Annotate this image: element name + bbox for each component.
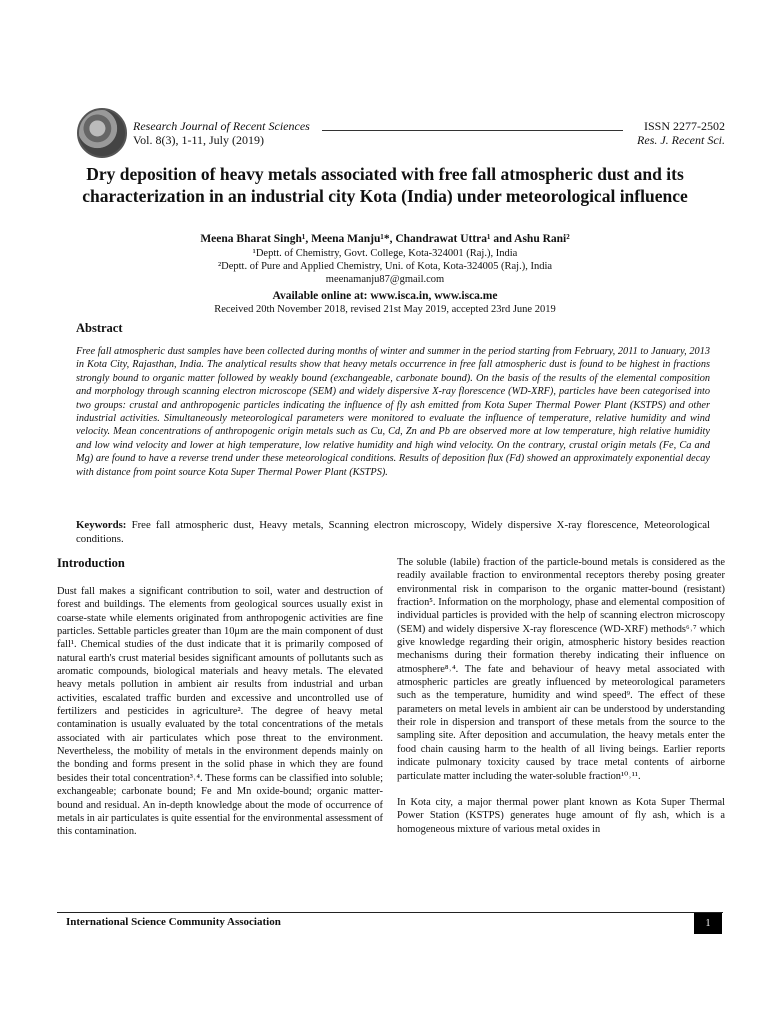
abstract-text: Free fall atmospheric dust samples have been collected during months of winter and summer in the period starting from February, 2011 to January, 2013 in Kota City, Rajasthan, India. The analytical results show that heavy metals occurrence in free fall atmospheric dust is found to be highest in fractions strongly bound to organic matter followed by weakly bound (exchangeable, carbonate bound). On the basis of the results of the elemental composition and morphology through scanning electron microscope (SEM) and widely dispersive X-ray florescence (WD-XRF), particles have been categorised into two groups: crustal and anthropogenic particles indicating the influence of fly ash emitted from Kota Super Thermal Power Plant (KSTPS) and other industrial activities. Simultaneously meteorological parameters were monitored to evaluate the influence of temperature, relative humidity and wind velocity. Mean concentrations of anthropogenic origin metals such as Cu, Cd, Zn and Pb are observed more at low temperature, high relative humidity and low wind velocity and lower at high temperature, low relative humidity and high wind velocity. On the contrary, crustal origin metals (Fe, Ca and Mg) are found to have a reverse trend under these meteorological conditions. Results of deposition flux (Fd) showed an approximately exponential decay with distance from point source Kota Super Thermal Power Plant (KSTPS). [76, 346, 710, 478]
issn: ISSN 2277-2502 [643, 119, 725, 133]
left-column [57, 556, 383, 839]
intro-paragraph-right-1: The soluble (labile) fraction of the particle-bound metals is considered as the readily available fraction to environmental receptors thereby posing greater environmental risk in comparison to the organic matter-bound (resistant) fraction⁵. Information on the morphology, phase and elemental composition of individual particles is provided with the help of scanning electron microscopy (SEM) and widely dispersive X-ray florescence (WD-XRF) methods⁶˒⁷ which give knowledge regarding their origin, atmospheric history besides reaction mechanisms during their formation thereby indicating their influence on atmosphere⁸˒⁴. The fate and behaviour of heavy metal associated with atmospheric particles are greatly influenced by meteorological parameters such as the temperature, humidity and wind speed⁹. The effect of these parameters on metal levels in ambient air can be understood by understanding their role in dispersion and transport of these metals from the source to the sampling site. After deposition and accumulation, the heavy metals enter the food chain causing harm to the health of all living beings. Earlier reports indicate pulmonary toxicity caused by trace metal contents of airborne particulate matter including the water-soluble fraction¹⁰˒¹¹. [397, 557, 725, 782]
abstract-heading: Abstract [76, 321, 123, 335]
intro-paragraph-right-2: In Kota city, a major thermal power plant known as Kota Super Thermal Power Station (KSTPS) generates huge amount of fly ash, which is a homogeneous mixture of various metal oxides in [397, 796, 725, 835]
keywords-text: Free fall atmospheric dust, Heavy metals, Scanning electron microscopy, Widely dispersive X-ray florescence, Meteorological conditions. [76, 519, 710, 545]
paper-title: Dry deposition of heavy metals associated with free fall atmospheric dust and its characterization in an industrial city Kota (India) under meteorological influence [82, 164, 688, 206]
received-dates: Received 20th November 2018, revised 21st May 2019, accepted 23rd June 2019 [214, 304, 556, 315]
affiliation-2: ²Deptt. of Pure and Applied Chemistry, Uni. of Kota, Kota-324005 (Raj.), India [217, 261, 553, 272]
keywords-label: Keywords: [76, 519, 127, 531]
keywords [76, 518, 710, 546]
page-number: 1 [694, 913, 722, 934]
contact-email[interactable]: meenamanju87@gmail.com [325, 274, 445, 285]
right-column [397, 556, 725, 836]
availability-line: Available online at: www.isca.in, www.isca.me [272, 290, 498, 302]
introduction-heading: Introduction [57, 556, 125, 570]
intro-paragraph-left: Dust fall makes a significant contribution to soil, water and destruction of forest and buildings. The elements from geological sources usually exist in coarse-state while elements originated from anthropogenic activities are fine particles. Settable particles greater than 10μm are the main component of dust fall¹. Chemical studies of the dust indicate that it is primarily composed of natural earth's crust material besides significant amounts of pollutants such as aromatic compounds, biological materials and heavy metals. The elevated heavy metals pollution in ambient air results from industrial and urban activities, escalated traffic burden and excessive and uncontrolled use of fertilizers and pesticides in agriculture². The degree of heavy metal contamination is usually evaluated by the total concentrations of the metals associated with air particulates which pose threat to the environment. Nevertheless, the mobility of metals in the environment depends mainly on the bonding and forms present in the solid phase in which they are found besides their total concentration³˒⁴. These forms can be classified into soluble; exchangeable; carbonate bound; Fe and Mn oxide-bound; organic matter-bound and residual. An in-depth knowledge about the mode of occurrence of metals in air particulates is quite essential for the environmental assessment of this contamination. [57, 586, 383, 838]
author-list: Meena Bharat Singh¹, Meena Manju¹*, Chandrawat Uttra¹ and Ashu Rani² [200, 233, 570, 245]
journal-volume: Vol. 8(3), 1-11, July (2019) [133, 133, 264, 147]
footer-organization: International Science Community Association [66, 916, 281, 928]
affiliation-1: ¹Deptt. of Chemistry, Govt. College, Kota-324001 (Raj.), India [252, 248, 518, 259]
journal-logo-icon [77, 108, 127, 158]
journal-name: Research Journal of Recent Sciences [133, 119, 310, 133]
header-rule [322, 130, 623, 131]
journal-abbrev: Res. J. Recent Sci. [637, 133, 725, 147]
